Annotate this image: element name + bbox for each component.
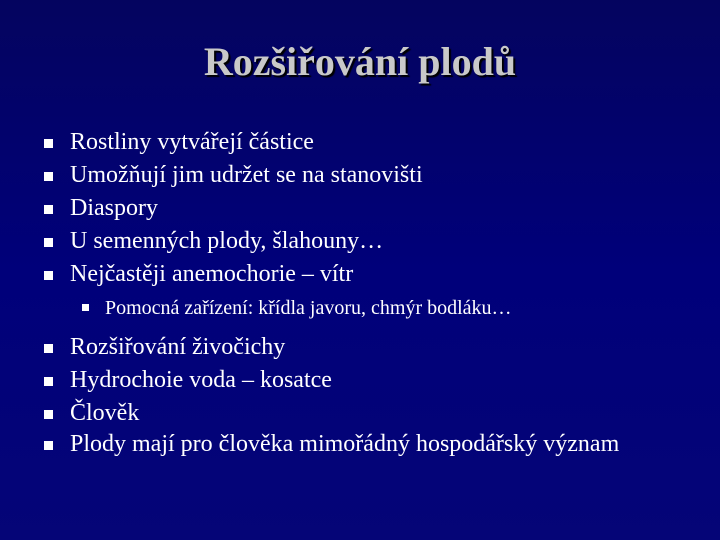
square-bullet-icon	[44, 238, 53, 247]
slide-title: Rozšiřování plodů	[203, 39, 517, 84]
bullet-item	[40, 159, 670, 192]
square-bullet-icon	[44, 271, 53, 280]
bullet-text: Plody mají pro člověka mimořádný hospodářský význam	[70, 431, 620, 457]
square-bullet-icon	[44, 139, 53, 148]
bullet-item	[40, 192, 670, 225]
square-bullet-icon	[44, 410, 53, 419]
bullet-text: Umožňují jim udržet se na stanovišti	[70, 162, 423, 188]
sub-bullet-text: Pomocná zařízení: křídla javoru, chmýr bodláku…	[105, 297, 512, 319]
bullet-list	[40, 126, 670, 458]
bullet-text: Rostliny vytvářejí částice	[70, 129, 314, 155]
square-bullet-icon	[82, 304, 89, 311]
bullet-item	[40, 258, 670, 291]
bullet-text: Rozšiřování živočichy	[70, 334, 286, 360]
bullet-item	[40, 430, 670, 458]
bullet-item	[40, 364, 670, 397]
square-bullet-icon	[44, 441, 53, 450]
bullet-item	[40, 331, 670, 364]
bullet-item	[40, 397, 670, 430]
bullet-item	[40, 225, 670, 258]
square-bullet-icon	[44, 205, 53, 214]
bullet-text: Nejčastěji anemochorie – vítr	[70, 261, 354, 287]
bullet-text: U semenných plody, šlahouny…	[70, 228, 384, 254]
bullet-text: Hydrochoie voda – kosatce	[70, 367, 332, 393]
bullet-item	[40, 126, 670, 159]
bullet-text: Člověk	[70, 400, 140, 426]
square-bullet-icon	[44, 377, 53, 386]
square-bullet-icon	[44, 172, 53, 181]
sub-bullet-item	[40, 295, 670, 321]
square-bullet-icon	[44, 344, 53, 353]
bullet-text: Diaspory	[70, 195, 158, 221]
